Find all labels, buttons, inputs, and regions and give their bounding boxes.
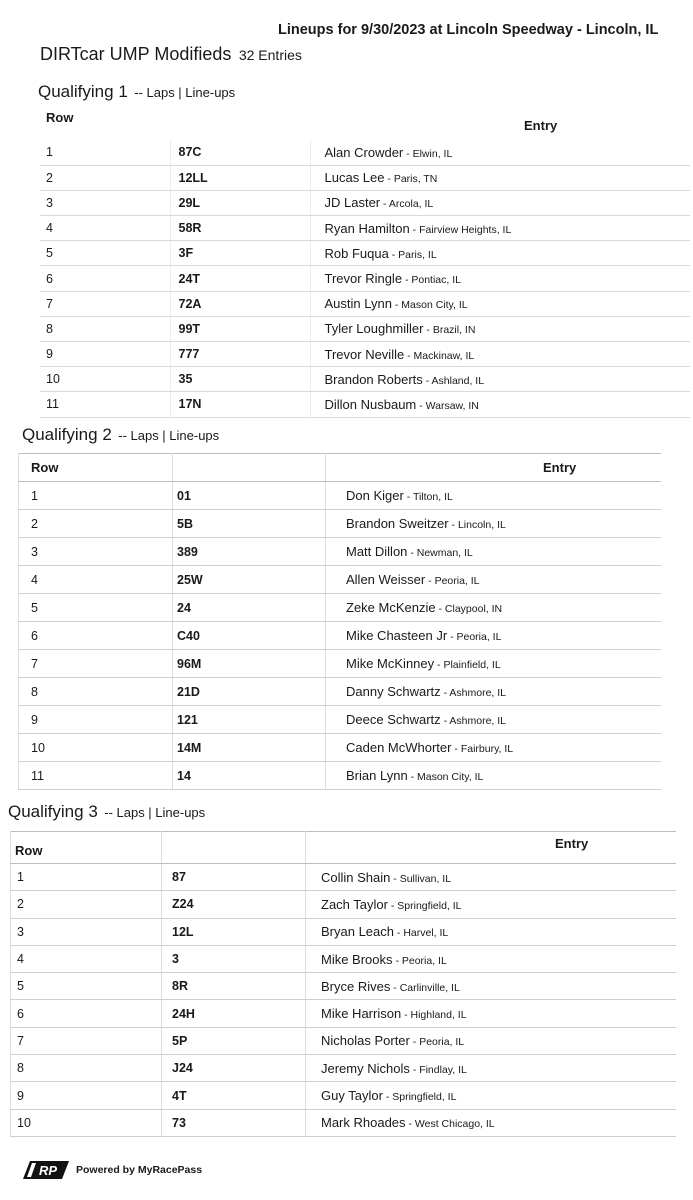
entry-cell bbox=[326, 734, 661, 762]
car-column-header bbox=[162, 832, 306, 864]
row-number: 4 bbox=[19, 566, 173, 594]
footer bbox=[22, 1160, 202, 1180]
entry-cell bbox=[306, 918, 676, 945]
row-number: 10 bbox=[40, 367, 170, 392]
table-row bbox=[19, 678, 661, 706]
entry-cell bbox=[306, 1082, 676, 1109]
row-number: 9 bbox=[40, 342, 170, 367]
entry-cell bbox=[326, 678, 661, 706]
driver-name: Brandon Sweitzer bbox=[346, 516, 449, 531]
entry-cell bbox=[310, 216, 690, 241]
car-number: 25W bbox=[173, 566, 326, 594]
row-number: 2 bbox=[11, 891, 162, 918]
driver-name: Matt Dillon bbox=[346, 544, 408, 559]
row-number: 2 bbox=[19, 510, 173, 538]
car-number: 24 bbox=[173, 594, 326, 622]
driver-hometown: - Findlay, IL bbox=[409, 1063, 467, 1076]
driver-name: Brian Lynn bbox=[346, 768, 408, 783]
entry-cell bbox=[326, 762, 661, 790]
driver-hometown: - Highland, IL bbox=[401, 1009, 467, 1022]
table-row bbox=[40, 140, 690, 165]
car-number: 29L bbox=[170, 190, 310, 215]
driver-name: JD Laster bbox=[324, 195, 381, 211]
table-row bbox=[19, 510, 661, 538]
driver-name: Trevor Neville bbox=[324, 346, 405, 362]
driver-hometown: - Claypool, IN bbox=[435, 603, 503, 615]
entry-column-header: Entry bbox=[326, 454, 661, 482]
entry-cell bbox=[326, 650, 661, 678]
entry-cell bbox=[326, 622, 661, 650]
entry-cell bbox=[310, 190, 690, 215]
row-number: 7 bbox=[19, 650, 173, 678]
row-number: 6 bbox=[40, 266, 170, 291]
lineup-table-body bbox=[40, 140, 690, 417]
car-number: 389 bbox=[173, 538, 326, 566]
car-number: 35 bbox=[170, 367, 310, 392]
car-number: 58R bbox=[170, 216, 310, 241]
qualifying-name: Qualifying 1 bbox=[38, 82, 128, 101]
driver-hometown: - Peoria, IL bbox=[447, 631, 502, 643]
driver-hometown: - Mackinaw, IL bbox=[404, 349, 475, 362]
driver-name: Brandon Roberts bbox=[324, 371, 423, 387]
qualifying-3-section bbox=[10, 802, 676, 1137]
driver-hometown: - Springfield, IL bbox=[387, 899, 462, 912]
entry-cell bbox=[310, 367, 690, 392]
row-number: 9 bbox=[19, 706, 173, 734]
table-row bbox=[19, 538, 661, 566]
table-row bbox=[11, 918, 676, 945]
row-column-header: Row bbox=[46, 110, 74, 125]
driver-hometown: - Sullivan, IL bbox=[390, 872, 452, 885]
row-number: 5 bbox=[40, 241, 170, 266]
entry-cell bbox=[326, 566, 661, 594]
logo-text: RP bbox=[39, 1163, 58, 1178]
driver-name: Mike Brooks bbox=[321, 951, 393, 967]
entry-column-header: Entry bbox=[524, 118, 558, 133]
entry-cell bbox=[326, 706, 661, 734]
car-number: 72A bbox=[170, 291, 310, 316]
table-row bbox=[40, 291, 690, 316]
driver-name: Don Kiger bbox=[346, 488, 404, 503]
car-number: 87C bbox=[170, 140, 310, 165]
driver-name: Nicholas Porter bbox=[321, 1033, 410, 1049]
car-number: 21D bbox=[173, 678, 326, 706]
qualifying-subtitle: -- Laps | Line-ups bbox=[118, 428, 220, 443]
driver-name: Austin Lynn bbox=[324, 296, 392, 312]
car-number: 24H bbox=[162, 1000, 306, 1027]
car-number: 121 bbox=[173, 706, 326, 734]
entry-cell bbox=[310, 291, 690, 316]
car-column-header bbox=[170, 110, 310, 140]
driver-hometown: - Tilton, IL bbox=[403, 491, 453, 503]
lineup-table bbox=[10, 831, 676, 1137]
table-row bbox=[11, 891, 676, 918]
entry-cell bbox=[326, 594, 661, 622]
table-row bbox=[19, 762, 661, 790]
driver-name: Rob Fuqua bbox=[324, 245, 389, 261]
entry-cell bbox=[310, 140, 690, 165]
car-number: 87 bbox=[162, 864, 306, 891]
powered-by-text: Powered by MyRacePass bbox=[76, 1164, 203, 1176]
qualifying-name: Qualifying 2 bbox=[22, 425, 112, 444]
car-column-header bbox=[173, 454, 326, 482]
qualifying-subtitle: -- Laps | Line-ups bbox=[104, 805, 206, 820]
entry-cell bbox=[326, 510, 661, 538]
car-number: 14M bbox=[173, 734, 326, 762]
table-row bbox=[11, 864, 676, 891]
row-column-header: Row bbox=[19, 454, 173, 482]
driver-name: Deece Schwartz bbox=[346, 712, 441, 727]
driver-name: Bryce Rives bbox=[321, 978, 391, 994]
driver-hometown: - Brazil, IN bbox=[423, 324, 476, 337]
row-number: 11 bbox=[19, 762, 173, 790]
row-number: 9 bbox=[11, 1082, 162, 1109]
driver-hometown: - West Chicago, IL bbox=[405, 1118, 495, 1131]
row-number: 7 bbox=[11, 1027, 162, 1054]
entry-cell bbox=[310, 165, 690, 190]
entry-cell bbox=[310, 342, 690, 367]
entry-cell bbox=[306, 1109, 676, 1136]
entry-cell bbox=[326, 538, 661, 566]
car-number: 99T bbox=[170, 316, 310, 341]
table-row bbox=[11, 1082, 676, 1109]
row-number: 10 bbox=[19, 734, 173, 762]
table-row bbox=[19, 482, 661, 510]
qualifying-1-section bbox=[38, 82, 690, 418]
entry-cell bbox=[306, 1000, 676, 1027]
table-row bbox=[19, 650, 661, 678]
row-column-header: Row bbox=[11, 832, 162, 864]
car-number: 5P bbox=[162, 1027, 306, 1054]
table-header-row bbox=[19, 454, 661, 482]
qualifying-title bbox=[38, 82, 690, 102]
driver-name: Bryan Leach bbox=[321, 924, 394, 940]
car-number: 3F bbox=[170, 241, 310, 266]
driver-name: Tyler Loughmiller bbox=[324, 321, 424, 337]
driver-hometown: - Elwin, IL bbox=[403, 147, 453, 160]
car-number: 73 bbox=[162, 1109, 306, 1136]
entry-column-header: Entry bbox=[306, 832, 676, 864]
row-number: 1 bbox=[40, 140, 170, 165]
car-number: 17N bbox=[170, 392, 310, 417]
table-row bbox=[40, 342, 690, 367]
class-heading bbox=[40, 44, 302, 65]
entry-cell bbox=[306, 891, 676, 918]
row-number: 5 bbox=[11, 973, 162, 1000]
page-title: Lineups for 9/30/2023 at Lincoln Speedway - Lincoln, IL bbox=[278, 22, 659, 38]
table-row bbox=[11, 1027, 676, 1054]
driver-hometown: - Peoria, IL bbox=[425, 575, 480, 587]
driver-hometown: - Paris, TN bbox=[384, 173, 438, 186]
driver-hometown: - Lincoln, IL bbox=[448, 519, 506, 531]
driver-name: Collin Shain bbox=[321, 869, 391, 885]
driver-name: Guy Taylor bbox=[321, 1088, 383, 1104]
driver-name: Dillon Nusbaum bbox=[324, 396, 417, 412]
driver-name: Lucas Lee bbox=[324, 170, 385, 186]
table-row bbox=[40, 165, 690, 190]
car-number: Z24 bbox=[162, 891, 306, 918]
row-number: 3 bbox=[11, 918, 162, 945]
row-number: 5 bbox=[19, 594, 173, 622]
driver-hometown: - Pontiac, IL bbox=[402, 274, 461, 287]
table-header-row bbox=[40, 110, 690, 140]
car-number: 12L bbox=[162, 918, 306, 945]
row-number: 8 bbox=[11, 1055, 162, 1082]
entry-cell bbox=[306, 1055, 676, 1082]
car-number: 14 bbox=[173, 762, 326, 790]
car-number: 3 bbox=[162, 945, 306, 972]
row-number: 8 bbox=[19, 678, 173, 706]
driver-hometown: - Warsaw, IN bbox=[416, 399, 479, 412]
car-number: 12LL bbox=[170, 165, 310, 190]
driver-hometown: - Paris, IL bbox=[388, 248, 437, 261]
table-row bbox=[11, 1000, 676, 1027]
car-number: 96M bbox=[173, 650, 326, 678]
driver-hometown: - Newman, IL bbox=[407, 547, 473, 559]
table-row bbox=[40, 316, 690, 341]
row-number: 6 bbox=[19, 622, 173, 650]
row-number: 6 bbox=[11, 1000, 162, 1027]
driver-hometown: - Fairview Heights, IL bbox=[409, 223, 512, 236]
car-number: 8R bbox=[162, 973, 306, 1000]
driver-name: Zach Taylor bbox=[321, 896, 388, 912]
driver-name: Mike McKinney bbox=[346, 656, 435, 671]
entry-cell bbox=[326, 482, 661, 510]
driver-hometown: - Ashland, IL bbox=[422, 374, 485, 387]
driver-hometown: - Springfield, IL bbox=[382, 1091, 457, 1104]
car-number: 5B bbox=[173, 510, 326, 538]
qualifying-title bbox=[8, 802, 676, 822]
table-row bbox=[40, 216, 690, 241]
entry-cell bbox=[306, 1027, 676, 1054]
qualifying-name: Qualifying 3 bbox=[8, 802, 98, 821]
table-row bbox=[40, 392, 690, 417]
driver-name: Alan Crowder bbox=[324, 144, 404, 160]
table-row bbox=[40, 190, 690, 215]
car-number: 01 bbox=[173, 482, 326, 510]
driver-name: Zeke McKenzie bbox=[346, 600, 436, 615]
car-number: 4T bbox=[162, 1082, 306, 1109]
row-number: 4 bbox=[11, 945, 162, 972]
row-number: 10 bbox=[11, 1109, 162, 1136]
table-row bbox=[11, 1109, 676, 1136]
table-header-row bbox=[11, 832, 676, 864]
driver-name: Jeremy Nichols bbox=[321, 1060, 410, 1076]
driver-name: Trevor Ringle bbox=[324, 271, 403, 287]
class-name: DIRTcar UMP Modifieds bbox=[40, 44, 232, 64]
table-row bbox=[19, 594, 661, 622]
entry-cell bbox=[310, 392, 690, 417]
driver-hometown: - Ashmore, IL bbox=[440, 715, 507, 727]
car-number: J24 bbox=[162, 1055, 306, 1082]
table-row bbox=[40, 266, 690, 291]
entry-cell bbox=[310, 316, 690, 341]
entry-cell bbox=[306, 864, 676, 891]
lineup-table bbox=[18, 453, 661, 790]
qualifying-title bbox=[22, 425, 661, 445]
row-number: 2 bbox=[40, 165, 170, 190]
table-row bbox=[40, 367, 690, 392]
entry-cell bbox=[310, 241, 690, 266]
table-row bbox=[11, 1055, 676, 1082]
car-number: 24T bbox=[170, 266, 310, 291]
table-row bbox=[19, 706, 661, 734]
lineup-table bbox=[40, 110, 690, 418]
lineup-table-body bbox=[11, 864, 676, 1137]
driver-hometown: - Plainfield, IL bbox=[434, 659, 501, 671]
car-number: 777 bbox=[170, 342, 310, 367]
lineup-table-body bbox=[19, 482, 661, 790]
driver-name: Allen Weisser bbox=[346, 572, 426, 587]
table-row bbox=[11, 973, 676, 1000]
driver-name: Ryan Hamilton bbox=[324, 220, 410, 236]
driver-name: Mike Harrison bbox=[321, 1006, 402, 1022]
driver-name: Mark Rhoades bbox=[321, 1115, 406, 1131]
driver-hometown: - Peoria, IL bbox=[392, 954, 447, 967]
driver-hometown: - Ashmore, IL bbox=[440, 687, 507, 699]
table-row bbox=[40, 241, 690, 266]
qualifying-subtitle: -- Laps | Line-ups bbox=[134, 85, 236, 100]
myracepass-logo-icon bbox=[22, 1160, 70, 1180]
driver-hometown: - Harvel, IL bbox=[394, 927, 449, 940]
row-number: 11 bbox=[40, 392, 170, 417]
row-number: 3 bbox=[40, 190, 170, 215]
driver-hometown: - Carlinville, IL bbox=[390, 981, 460, 994]
table-row bbox=[11, 945, 676, 972]
driver-hometown: - Mason City, IL bbox=[407, 771, 484, 783]
row-number: 1 bbox=[19, 482, 173, 510]
row-number: 1 bbox=[11, 864, 162, 891]
row-number: 8 bbox=[40, 316, 170, 341]
car-number: C40 bbox=[173, 622, 326, 650]
driver-name: Caden McWhorter bbox=[346, 740, 452, 755]
entry-cell bbox=[310, 266, 690, 291]
driver-name: Danny Schwartz bbox=[346, 684, 441, 699]
entry-cell bbox=[306, 945, 676, 972]
qualifying-2-section bbox=[22, 425, 661, 790]
driver-name: Mike Chasteen Jr bbox=[346, 628, 448, 643]
table-row bbox=[19, 734, 661, 762]
entry-cell bbox=[306, 973, 676, 1000]
row-number: 4 bbox=[40, 216, 170, 241]
table-row bbox=[19, 622, 661, 650]
driver-hometown: - Mason City, IL bbox=[391, 299, 468, 312]
driver-hometown: - Fairbury, IL bbox=[451, 743, 514, 755]
row-number: 3 bbox=[19, 538, 173, 566]
entries-count: 32 Entries bbox=[238, 47, 302, 63]
table-row bbox=[19, 566, 661, 594]
row-number: 7 bbox=[40, 291, 170, 316]
driver-hometown: - Arcola, IL bbox=[380, 198, 434, 211]
driver-hometown: - Peoria, IL bbox=[409, 1036, 465, 1049]
